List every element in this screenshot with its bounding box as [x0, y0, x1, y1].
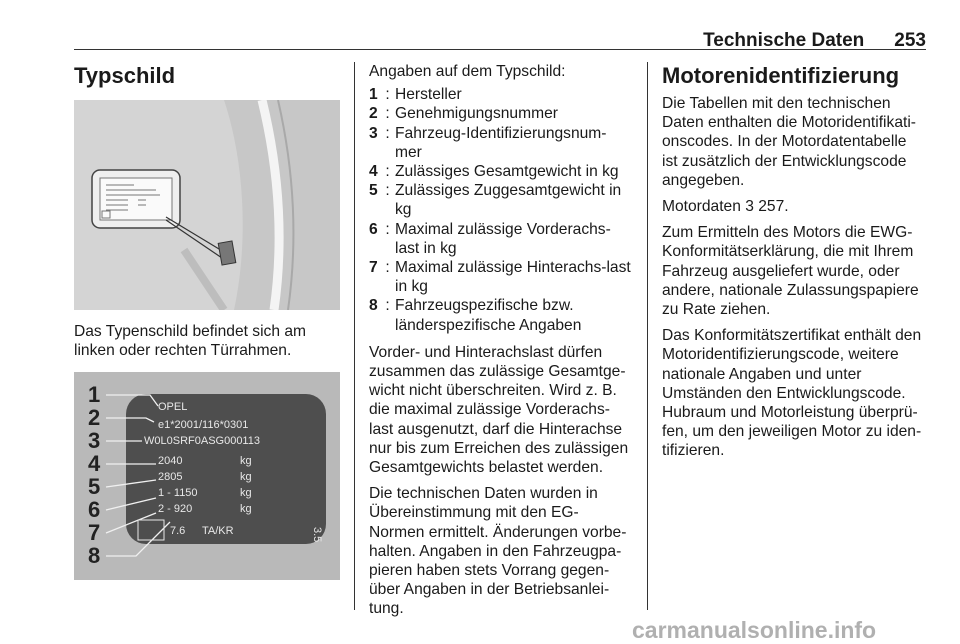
item-text: Fahrzeug-Identifizierungsnum‐mer	[395, 124, 607, 161]
door-frame-illustration	[74, 100, 340, 310]
callout-7: 7	[88, 520, 101, 545]
column-divider-1	[354, 62, 355, 610]
item-number: 3	[369, 124, 378, 142]
list-item: 2 : Genehmigungsnummer	[369, 104, 632, 123]
standards-paragraph: Die technischen Daten wurden in Übereinstimmung mit den EG-Normen ermittelt. Änderungen vorbe‐halten. Angaben in den Fahrzeugpa‐pieren haben stets Vorrang gegen‐über Angaben in der Betriebsanlei‐tung.	[369, 485, 627, 618]
callout-1: 1	[88, 382, 101, 407]
plate-info-list	[369, 85, 632, 335]
plate-vin: W0L0SRF0ASG000113	[144, 435, 260, 447]
plate-unit-4: kg	[240, 503, 252, 515]
callout-4: 4	[88, 451, 101, 476]
engine-data-reference	[662, 197, 926, 216]
axle-load-paragraph: Vorder- und Hinterachslast dürfen zusammen das zulässige Gesamtge‐wicht nicht überschreiten. Wird z. B. die maximal zulässige Vorderachs‐last ausgenutzt, darf die Hinterachse nur bis zum Erreichen des zulässigen Gesamtgewichts belastet werden.	[369, 343, 629, 477]
engine-data-label: Motordaten	[662, 198, 741, 216]
list-item: 5 : Zulässiges Zuggesamtgewicht in kg	[369, 181, 632, 219]
plate-unit-3: kg	[240, 487, 252, 499]
plate-extra-2: TA/KR	[202, 525, 234, 537]
plate-front-axle: 1 - 1150	[158, 487, 198, 499]
column-left	[74, 62, 340, 90]
callout-8: 8	[88, 543, 101, 568]
column-right	[662, 62, 926, 468]
plate-location-text: Das Typenschild befindet sich am linken oder rechten Türrahmen.	[74, 323, 307, 360]
certificate-paragraph: Das Konformitätszertifikat enthält den Motoridentifizierungscode, weitere nationale Angaben und unter Umständen den Entwicklungscode. Hubraum und Motorleistung überprü‐fen, um den jeweiligen Motor zu iden‐tifizieren.	[662, 327, 922, 460]
callout-6: 6	[88, 497, 101, 522]
plate-side-code: 3.5	[311, 527, 323, 543]
column-divider-2	[647, 62, 648, 610]
callout-2: 2	[88, 405, 101, 430]
plate-extra-1: 7.6	[170, 525, 186, 537]
plate-info-intro: Angaben auf dem Typschild:	[369, 63, 566, 80]
plate-gross-weight: 2040	[158, 455, 183, 467]
conformity-paragraph: Zum Ermitteln des Motors die EWG-Konformitätserklärung, die mit Ihrem Fahrzeug ausgeliefert wurde, oder andere, nationale Zulassungspapiere zu Rate ziehen.	[662, 224, 919, 319]
plate-unit-1: kg	[240, 455, 252, 467]
item-text: Hersteller	[395, 86, 462, 104]
list-item: 7 : Maximal zulässige Hinterachs‐last in kg	[369, 259, 631, 296]
callout-3: 3	[88, 428, 101, 453]
item-text: Maximal zulässige Vorderachs‐last in kg	[395, 220, 611, 257]
engine-data-page: 257.	[753, 198, 789, 216]
list-item: 8 : Fahrzeugspezifische bzw. länderspezifische Angaben	[369, 296, 632, 334]
item-number: 8	[369, 297, 378, 315]
list-item: 1 : Hersteller	[369, 85, 632, 104]
running-header	[74, 30, 926, 50]
item-number: 6	[369, 220, 378, 238]
section-heading: Typschild	[74, 63, 176, 88]
item-number: 7	[369, 259, 378, 277]
watermark: carmanualsonline.info	[632, 617, 877, 643]
item-text: Zulässiges Gesamtgewicht in kg	[395, 163, 619, 181]
callout-5: 5	[88, 474, 101, 499]
plate-maker: OPEL	[158, 401, 188, 413]
item-number: 2	[369, 105, 378, 123]
item-number: 1	[369, 86, 378, 104]
item-number: 5	[369, 182, 378, 200]
engine-id-heading: Motorenidentifizierung	[662, 63, 900, 88]
plate-train-weight: 2805	[158, 471, 183, 483]
page-reference-icon[interactable]: 3	[745, 198, 754, 216]
type-plate-svg	[74, 372, 340, 580]
list-item: 6 : Maximal zulässige Vorderachs‐last in kg	[369, 220, 632, 258]
item-text: Zulässiges Zuggesamtgewicht in kg	[395, 182, 622, 219]
item-text: Genehmigungsnummer	[395, 105, 558, 123]
list-item: 3 : Fahrzeug-Identifizierungsnum‐mer	[369, 124, 632, 162]
item-text: Maximal zulässige Hinterachs‐last in kg	[395, 259, 631, 296]
page-number: 253	[894, 30, 926, 51]
item-number: 4	[369, 163, 378, 181]
plate-rear-axle: 2 - 920	[158, 503, 193, 515]
plate-unit-2: kg	[240, 471, 252, 483]
plate-approval: e1*2001/116*0301	[158, 419, 249, 431]
section-title: Technische Daten	[703, 30, 865, 51]
header-rule	[74, 49, 926, 50]
column-middle	[369, 62, 632, 626]
engine-id-paragraph: Die Tabellen mit den technischen Daten enthalten die Motoridentifikati‐onscodes. In der Motordatentabelle ist zusätzlich der Entwicklungscode angegeben.	[662, 95, 916, 189]
item-text: Fahrzeugspezifische bzw. länderspezifische Angaben	[395, 297, 582, 334]
type-plate-diagram	[74, 372, 340, 580]
list-item: 4 : Zulässiges Gesamtgewicht in kg	[369, 162, 632, 181]
door-frame-photo	[74, 100, 340, 310]
